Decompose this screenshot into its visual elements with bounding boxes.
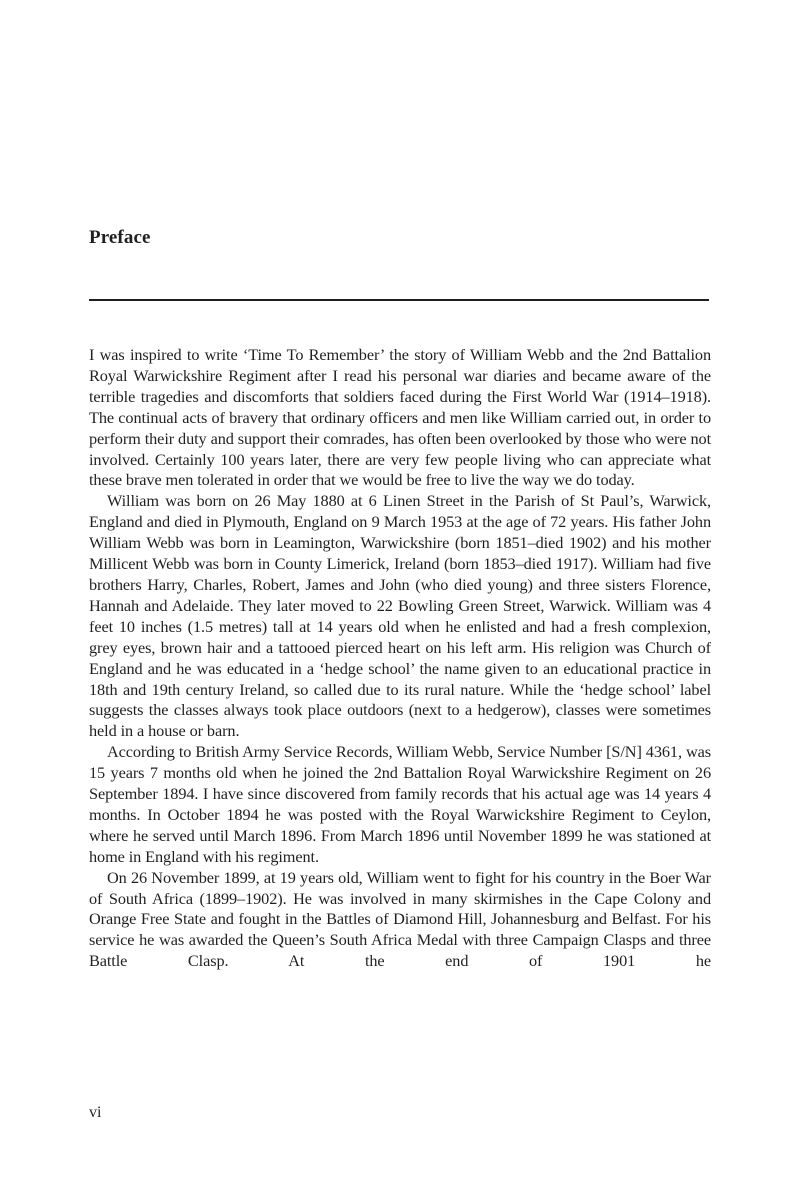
page-number: vi xyxy=(89,1104,102,1121)
paragraph: On 26 November 1899, at 19 years old, William went to fight for his country in the Boer War of South Africa (1899–1902). He was involved in many skirmishes in the Cape Colony and Orange Free State and fought in the Battles of Diamond Hill, Johannesburg and Belfast. For his service he was awarded the Queen’s South Africa Medal with three Campaign Clasps and three Battle Clasp. At the end of 1901 he xyxy=(89,867,711,971)
paragraph: I was inspired to write ‘Time To Remember’ the story of William Webb and the 2nd Battalion Royal Warwickshire Regiment after I read his personal war diaries and became aware of the terrible tragedies and discomforts that soldiers faced during the First World War (1914–1918). The continual acts of bravery that ordinary officers and men like William carried out, in order to perform their duty and support their comrades, has often been overlooked by those who were not involved. Certainly 100 years later, there are very few people living who can appreciate what these brave men tolerated in order that we would be free to live the way we do today. xyxy=(89,345,711,490)
heading-rule xyxy=(89,299,709,301)
paragraph: William was born on 26 May 1880 at 6 Linen Street in the Parish of St Paul’s, Warwick, England and died in Plymouth, England on 9 March 1953 at the age of 72 years. His father John William Webb was born in Leamington, Warwickshire (born 1851–died 1902) and his mother Millicent Webb was born in County Limerick, Ireland (born 1853–died 1917). William had five brothers Harry, Charles, Robert, James and John (who died young) and three sisters Florence, Hannah and Adelaide. They later moved to 22 Bowling Green Street, Warwick. William was 4 feet 10 inches (1.5 metres) tall at 14 years old when he enlisted and had a fresh complexion, grey eyes, brown hair and a tattooed pierced heart on his left arm. His religion was Church of England and he was educated in a ‘hedge school’ the name given to an educational practice in 18th and 19th century Ireland, so called due to its rural nature. While the ‘hedge school’ label suggests the classes always took place outdoors (next to a hedgerow), classes were sometimes held in a house or barn. xyxy=(89,491,711,741)
paragraph: According to British Army Service Records, William Webb, Service Number [S/N] 4361, was 15 years 7 months old when he joined the 2nd Battalion Royal Warwickshire Regiment on 26 September 1894. I have since discovered from family records that his actual age was 14 years 4 months. In October 1894 he was posted with the Royal Warwickshire Regiment to Ceylon, where he served until March 1896. From March 1896 until November 1899 he was stationed at home in England with his regiment. xyxy=(89,742,711,866)
preface-body xyxy=(89,345,711,972)
chapter-heading: Preface xyxy=(89,227,151,248)
